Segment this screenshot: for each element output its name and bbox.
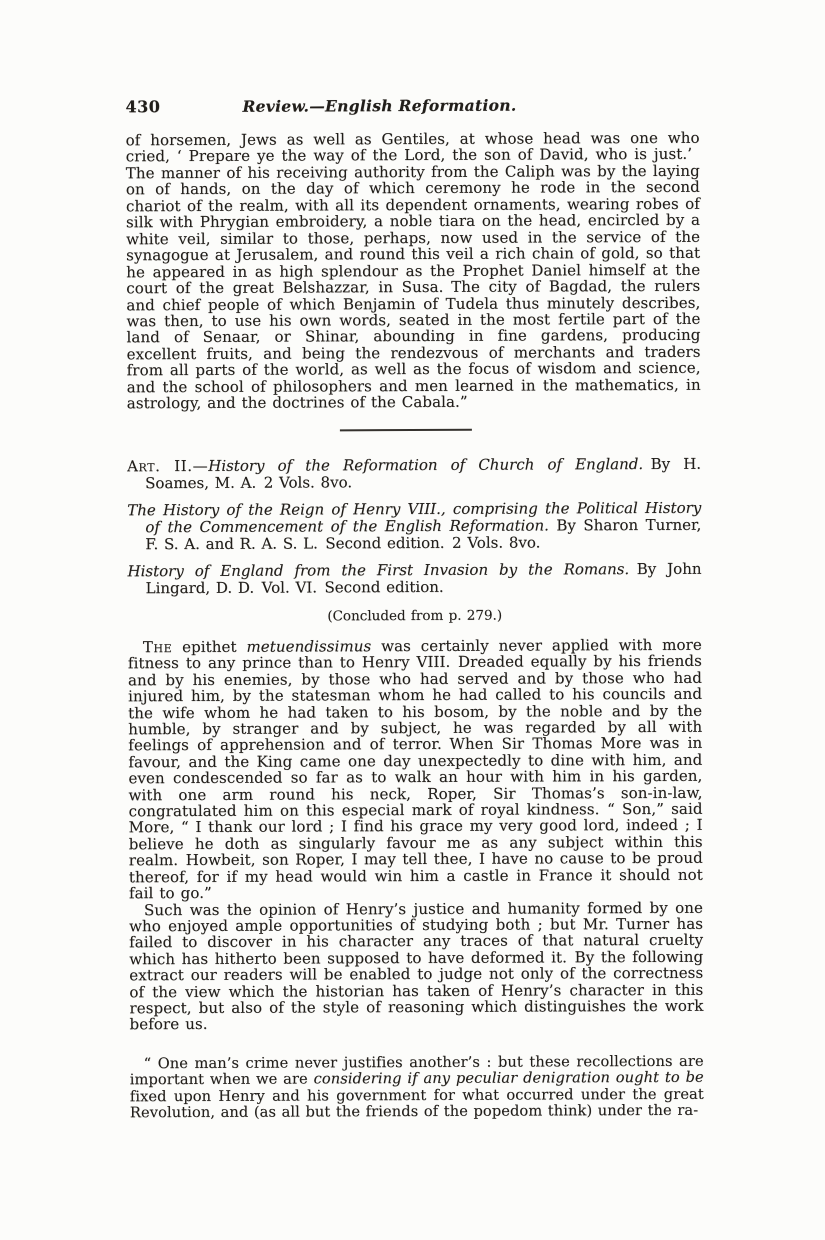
- body-paragraph-1: [128, 637, 703, 902]
- body-paragraph-2: Such was the opinion of Henry’s justice and humanity formed by one who enjoyed ample opportunities of studying both ; but Mr. Turner has failed to discover in his character any traces of that natural cruelty which has hitherto been supposed to have deformed it. By the following extract our readers will be enabled to judge not only of the correctness of the view which the historian has taken of Henry’s character in this respect, but also of the style of reasoning which distinguishes the work before us.: [129, 898, 704, 1034]
- bibliography-section: [127, 456, 702, 627]
- extract-paragraph: of horsemen, Jews as well as Gentiles, at whose head was one who cried, ‘ Prepare ye the way of the Lord, the son of David, who is just.’ The manner of his receiving authority from the Caliph was by the laying on of hands, on the day of which ceremony he rode in the second chariot of the realm, with all its dependent ornaments, wearing robes of silk with Phrygian embroidery, a noble tiara on the head, encircled by a white veil, similar to those, perhaps, now used in the service of the synagogue at Jerusalem, and round this veil a rich chain of gold, so that he appeared in as high splendour as the Prophet Daniel himself at the court of the great Belshazzar, in Susa. The city of Bagdad, the rulers and chief people of which Benjamin of Tudela thus minutely describes, was then, to use his own words, seated in the most fertile part of the land of Senaar, or Shinar, abounding in fine gardens, producing excellent fruits, and being the rendezvous of merchants and traders from all parts of the world, as well as the focus of wisdom and science, and the school of philosophers and men learned in the mathematics, in astrology, and the doctrines of the Cabala.”: [125, 128, 701, 413]
- concluded-note: (Concluded from p. 279.): [327, 607, 503, 625]
- book-title: History of the Reformation of Church of England.: [208, 454, 644, 475]
- quote-text: fixed upon Henry and his government for what occurred under the great Revolution, and (as all but the friends of the popedom think) under the ra-: [129, 1085, 704, 1122]
- latin-term: metuendissimus: [246, 637, 372, 656]
- book-imprint: By Sharon Turner, F. S. A. and R. A. S. L. Second edition. 2 Vols. 8vo.: [145, 515, 702, 554]
- article-body: [128, 637, 704, 1033]
- book-title: The History of the Reign of Henry VIII., comprising the Political History of the Commencement of the English Reformation.: [127, 498, 702, 537]
- body-text: was certainly never applied with more fitness to any prince than to Henry VIII. Dreaded equally by his friends and by his enemies, by those who had served and by those who had injured him, by the statesman whom he had called to his councils and the wife whom he had taken to his bosom, by the noble and by the humble, by stranger and by subject, he was regarded by all with feelings of apprehension and of terror. When Sir Thomas More was in favour, and the King came one day unexpectedly to dine with him, and even condescended so far as to walk an hour with him in his garden, with one arm round his neck, Roper, Sir Thomas’s son-in-law, congratulated him on this especial mark of royal kindness. “ Son,” said More, “ I thank our lord ; I find his grace my very good lord, indeed ; I believe he doth as singularly favour me as any subject within this realm. Howbeit, son Roper, I may tell thee, I have no cause to be proud thereof, for if my head would win him a castle in France it should not fail to go.”: [127, 635, 703, 903]
- book-imprint: By John Lingard, D. D. Vol. VI. Second edition.: [145, 559, 702, 598]
- running-title: Review.—English Reformation.: [242, 95, 517, 116]
- body-text: epithet: [172, 637, 247, 657]
- quoted-extract-paragraph: [130, 1054, 704, 1122]
- quote-emphasis: considering if any peculiar denigration ought to be: [313, 1069, 704, 1088]
- book-imprint: By H. Soames, M. A. 2 Vols. 8vo.: [145, 454, 702, 493]
- bibliography-entry-3: [127, 561, 701, 598]
- book-title: History of England from the First Invasion by the Romans.: [127, 560, 630, 581]
- section-divider: [340, 429, 472, 432]
- bibliography-entry-2: [127, 500, 701, 554]
- lead-word: The: [142, 638, 173, 657]
- bibliography-entry-1: [127, 456, 701, 493]
- article-label: Art. II.—: [127, 456, 209, 476]
- page-number: 430: [125, 97, 161, 117]
- running-header: [125, 95, 699, 118]
- quote-text: “ One man’s crime never justifies another’s : but these recollections are important when we are: [129, 1052, 704, 1089]
